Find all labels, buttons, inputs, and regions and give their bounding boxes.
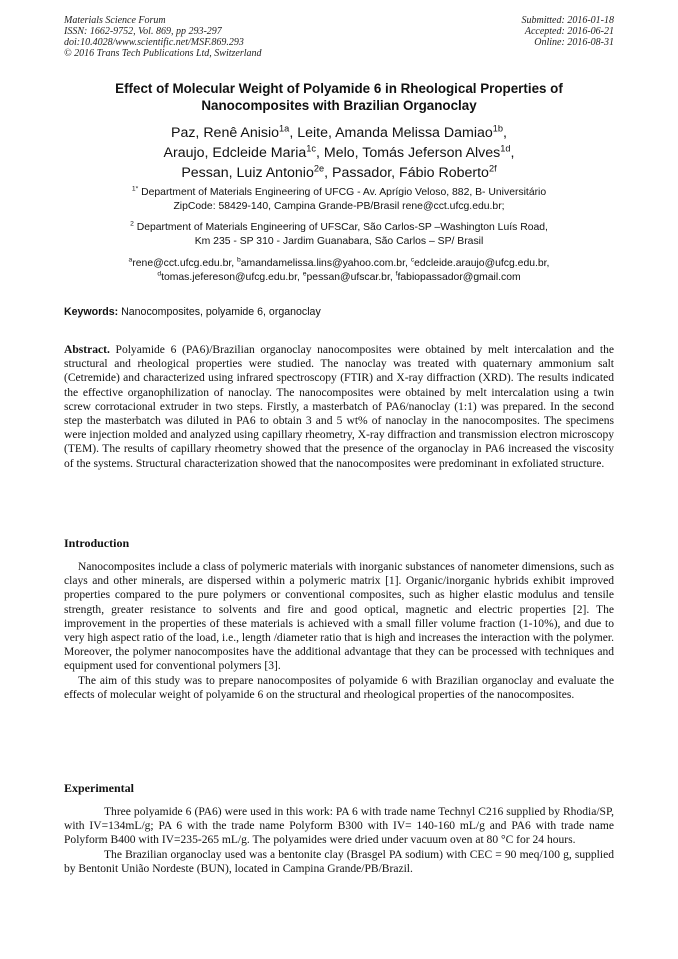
abstract-text: Polyamide 6 (PA6)/Brazilian organoclay nanocomposites were obtained by melt intercalation and the structural and rheological properties were studied. The nanoclay was treated with quaternary ammonium salt (Cetremide) and characterized using infrared spectroscopy (FTIR) and X-ray diffraction (XRD). The results indicated the effective organophilization of nanoclay. The nanocomposites were obtained by melt intercalation using a twin screw corrotacional extruder in two steps. Firstly, a masterbatch of PA6/nanoclay (1:1) was prepared. In the second step the masterbatch was diluted in PA6 to obtain 3 and 5 wt% of nanoclay in the nanocomposites. The specimens were injection molded and analyzed using capillary rheometry, X-ray diffraction and transmission electron microscopy (TEM). The results of capillary rheometry showed that the presence of the organoclay in PA6 increased the viscosity of the systems. Structural characterization showed that the nanocomposites were predominant in exfoliated structure. xyxy=(64,344,614,470)
author-sup: 1d xyxy=(500,143,511,154)
author: Melo, Tomás Jeferson Alves xyxy=(323,145,501,161)
doi: doi:10.4028/www.scientific.net/MSF.869.293 xyxy=(64,37,244,48)
email: edcleide.araujo@ufcg.edu.br, xyxy=(414,258,550,269)
author: Leite, Amanda Melissa Damiao xyxy=(297,125,493,141)
accepted-date: Accepted: 2016-06-21 xyxy=(524,26,614,37)
copyright: © 2016 Trans Tech Publications Ltd, Switzerland xyxy=(64,48,262,59)
affil-line: Department of Materials Engineering of UFCG - Av. Aprígio Veloso, 882, B- Universitário xyxy=(141,187,547,198)
author-sup: 1a xyxy=(279,123,290,134)
author-sup: 2e xyxy=(313,163,325,174)
author: Passador, Fábio Roberto xyxy=(332,165,489,181)
affil-sup: 1* xyxy=(131,185,139,193)
affiliation-1 xyxy=(64,186,614,214)
author: Pessan, Luiz Antonio xyxy=(181,165,314,181)
experimental-heading: Experimental xyxy=(64,781,134,795)
email: rene@cct.ufcg.edu.br, xyxy=(132,258,235,269)
affil-line: Km 235 - SP 310 - Jardim Guanabara, São Carlos – SP/ Brasil xyxy=(194,236,484,247)
email-list: $^a$rene@cct.ufcg.edu.br, $^b$amandamelissa.lins@yahoo.com.br, $^c$edcleide.araujo@ufcg.edu.br, $^d$tomas.jefereson@ufcg.edu.br, $^e$pessan@ufscar.br, $^f$fabiopassador@gmail.com xyxy=(128,256,550,283)
abstract-label: Abstract. xyxy=(64,344,110,356)
introduction-body xyxy=(64,560,614,702)
email: tomas.jefereson@ufcg.edu.br, xyxy=(161,272,300,283)
paragraph: Nanocomposites include a class of polymeric materials with inorganic substances of nanometer dimensions, such as clays and other minerals, are dispersed within a polymeric matrix [1]. Organic/inorganic hybrids exhibit improved properties compared to the pure polymers or conventional composites, such as higher elastic modulus and tensile strength, greater resistance to solvents and fire and good optical, magnetic and electric properties [2]. The improvement in the properties of these materials is achieved with a small filler volume fraction (1-10%), and due to very high aspect ratio of the load, i.e., length /diameter ratio that is high and increases the interaction with the polymer. Moreover, the polymer nanocomposites have the additional advantage that they can be processed with techniques and equipment used for conventional polymers [3]. xyxy=(64,561,614,673)
author-sup: 2f xyxy=(488,163,497,174)
email: fabiopassador@gmail.com xyxy=(397,272,521,283)
introduction-heading: Introduction xyxy=(64,536,130,550)
submitted-date: Submitted: 2016-01-18 xyxy=(521,15,614,26)
affil-line: ZipCode: 58429-140, Campina Grande-PB/Brasil rene@cct.ufcg.edu.br; xyxy=(173,201,505,212)
experimental-body xyxy=(64,805,614,876)
email: pessan@ufscar.br, xyxy=(306,272,393,283)
affil-sup: 2 xyxy=(130,220,134,228)
keywords-text: Nanocomposites, polyamide 6, organoclay xyxy=(121,306,321,318)
issn: ISSN: 1662-9752, Vol. 869, pp 293-297 xyxy=(64,26,222,37)
affiliation-2 xyxy=(64,221,614,249)
journal-name: Materials Science Forum xyxy=(64,15,166,26)
paragraph: The aim of this study was to prepare nanocomposites of polyamide 6 with Brazilian organoclay and evaluate the effects of molecular weight of polyamide 6 on the structural and rheological properties of the nanocomposites. xyxy=(64,674,614,701)
author-list: Paz, Renê Anisio$^{1a}$, Leite, Amanda Melissa Damiao$^{1b}$, Araujo, Edcleide Maria$^{1c}$, Melo, Tomás Jeferson Alves$^{1d}$, Pessan, Luiz Antonio$^{2e}$, Passador, Fábio Roberto$^{2f}$ xyxy=(163,123,515,181)
keywords-label: Keywords: xyxy=(64,306,119,318)
author: Araujo, Edcleide Maria xyxy=(163,145,307,161)
affil-line: Department of Materials Engineering of UFSCar, São Carlos-SP –Washington Luís Road, xyxy=(136,222,548,233)
author-sup: 1c xyxy=(306,143,316,154)
paragraph: The Brazilian organoclay used was a bentonite clay (Brasgel PA sodium) with CEC = 90 meq/100 g, supplied by Bentonit União Nordeste (BUN), located in Campina Grande/PB/Brazil. xyxy=(64,848,614,875)
keywords xyxy=(64,306,614,318)
author: Paz, Renê Anisio xyxy=(170,125,280,141)
online-date: Online: 2016-08-31 xyxy=(534,37,614,48)
abstract xyxy=(64,343,614,471)
paper-title: Effect of Molecular Weight of Polyamide 6 in Rheological Properties of Nanocomposites with Brazilian Organoclay xyxy=(115,81,563,113)
author-sup: 1b xyxy=(492,123,504,134)
journal-header-right xyxy=(522,15,615,48)
journal-header-left xyxy=(64,15,262,59)
paragraph: Three polyamide 6 (PA6) were used in this work: PA 6 with trade name Technyl C216 supplied by Rhodia/SP, with IV=134mL/g; PA 6 with the trade name Polyform B300 with IV= 140-160 mL/g and PA6 with trade name Polyform B400 with IV=235-265 mL/g. The polyamides were dried under vacuum oven at 80 °C for 24 hours. xyxy=(64,806,614,847)
email: amandamelissa.lins@yahoo.com.br, xyxy=(240,258,408,269)
